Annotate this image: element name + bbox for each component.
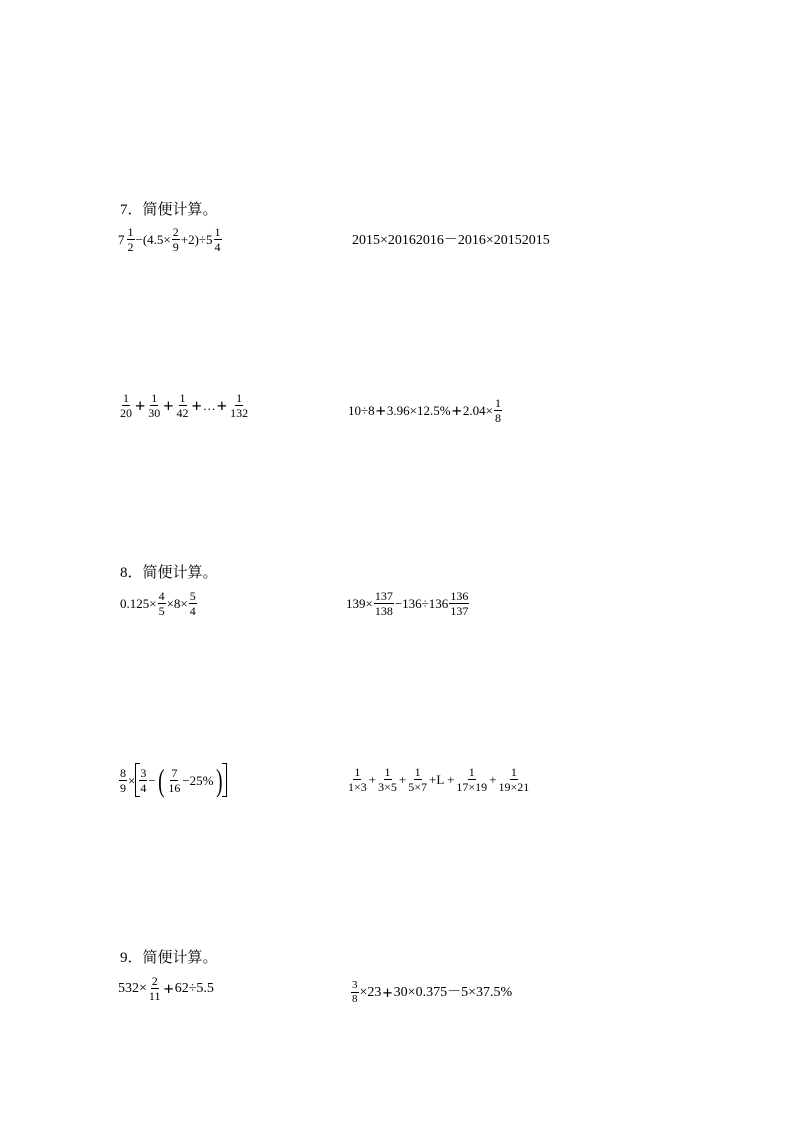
numerator: 3 (140, 765, 147, 780)
section-7-heading (120, 198, 218, 219)
denominator: 16 (168, 780, 181, 795)
numerator: 1 (510, 765, 517, 779)
plus-sign: + (375, 400, 386, 421)
denominator: 20 (120, 406, 132, 420)
denominator: 1×3 (348, 780, 367, 794)
expr-text: +2)÷5 (180, 232, 213, 247)
numerator: 7 (171, 765, 178, 780)
section-8-title: 简便计算。 (142, 563, 218, 581)
expr-text: −136÷136 (394, 596, 449, 611)
numerator: 137 (374, 589, 393, 603)
expr-text: − (148, 772, 156, 788)
expr-text: × (128, 772, 136, 788)
denominator: 2 (127, 240, 134, 254)
denominator: 137 (450, 604, 469, 618)
section-7-number: 7． (120, 202, 143, 218)
denominator: 17×19 (456, 780, 488, 794)
plus-sign: + (368, 772, 377, 787)
plus-sign: + (451, 400, 462, 421)
expr-text: 532× (118, 980, 147, 996)
right-paren: ) (215, 762, 223, 798)
denominator: 8 (352, 993, 358, 1005)
expr-text: ×8× (166, 596, 188, 611)
left-paren: ( (157, 762, 165, 798)
problem-9-1 (118, 975, 214, 1002)
numerator: 2 (172, 225, 179, 239)
section-7-title: 简便计算。 (142, 200, 218, 218)
expr-text: −25% (182, 772, 214, 788)
fraction (351, 980, 359, 1005)
problem-7-1 (118, 226, 223, 253)
denominator: 4 (140, 780, 147, 795)
numerator: 136 (450, 589, 469, 603)
denominator: 8 (494, 411, 501, 425)
expr-text: 62÷5.5 (174, 980, 214, 996)
problem-8-3 (118, 763, 227, 797)
plus-sign: + (191, 395, 202, 416)
expr-text: 139× (346, 596, 373, 611)
numerator: 1 (214, 225, 221, 239)
denominator: 132 (230, 406, 249, 420)
plus-sign: + (489, 772, 497, 787)
expr-text: 30×0.375－5×37.5% (393, 984, 513, 1000)
denominator: 30 (148, 406, 161, 420)
numerator: 5 (189, 589, 196, 603)
section-8-number: 8． (120, 565, 143, 581)
problem-7-2 (352, 234, 550, 248)
expr-text: 2015×20162016－2016×20152015 (352, 233, 550, 248)
fraction (148, 975, 162, 1002)
mixed-number (118, 226, 136, 253)
section-9-heading (120, 946, 218, 967)
fraction (347, 766, 368, 793)
denominator: 11 (148, 989, 161, 1003)
problem-7-4 (348, 397, 503, 424)
numerator: 1 (354, 765, 361, 779)
fraction (407, 766, 428, 793)
denominator: 9 (120, 780, 126, 795)
ellipsis: … (202, 398, 216, 413)
whole-part: 7 (118, 232, 125, 247)
numerator: 1 (127, 225, 134, 239)
numerator: 8 (120, 765, 126, 780)
square-bracket-group (135, 763, 227, 797)
denominator: 5×7 (408, 780, 428, 794)
expr-text: 3.96×12.5% (386, 403, 451, 418)
denominator: 9 (172, 240, 179, 254)
plus-sign: + (382, 982, 393, 1003)
numerator: 1 (468, 765, 475, 779)
fraction (498, 766, 531, 793)
fraction (147, 392, 161, 419)
numerator: 3 (352, 979, 358, 991)
denominator: 3×5 (378, 780, 397, 794)
numerator: 1 (414, 765, 421, 779)
fraction (214, 226, 222, 253)
fraction (377, 766, 398, 793)
fraction (176, 392, 190, 419)
problem-8-4 (346, 766, 531, 793)
numerator: 1 (123, 391, 129, 405)
fraction (119, 767, 127, 794)
expr-text: −(4.5× (135, 232, 171, 247)
problem-8-2 (346, 590, 470, 617)
numerator: 1 (384, 765, 391, 779)
expr-text: ×23 (359, 984, 382, 1000)
expr-text: 0.125× (120, 596, 157, 611)
section-9-number: 9． (120, 950, 143, 966)
denominator: 5 (158, 604, 165, 618)
numerator: 1 (494, 396, 501, 410)
fraction (494, 397, 502, 424)
numerator: 1 (236, 391, 243, 405)
problem-8-1 (120, 590, 198, 617)
numerator: 1 (179, 391, 186, 405)
numerator: 2 (151, 974, 158, 988)
fraction (189, 590, 197, 617)
fraction (139, 767, 147, 794)
continuation-text: +L + (429, 772, 455, 787)
numerator: 1 (151, 391, 158, 405)
denominator: 19×21 (498, 780, 530, 794)
problem-9-2 (350, 980, 512, 1005)
denominator: 4 (189, 604, 196, 618)
plus-sign: + (135, 395, 146, 416)
fraction (127, 226, 135, 253)
fraction (119, 392, 133, 419)
denominator: 138 (374, 604, 393, 618)
fraction (449, 590, 469, 617)
section-8-heading (120, 561, 218, 582)
fraction (455, 766, 488, 793)
expr-text: 10÷8 (348, 403, 375, 418)
expr-text: 2.04× (462, 403, 493, 418)
fraction (167, 767, 181, 794)
plus-sign: + (398, 772, 407, 787)
plus-sign: + (216, 395, 228, 416)
section-9-title: 简便计算。 (142, 948, 218, 966)
fraction (374, 590, 394, 617)
plus-sign: + (163, 395, 174, 416)
fraction (172, 226, 180, 253)
fraction (229, 392, 249, 419)
fraction (158, 590, 166, 617)
numerator: 4 (158, 589, 165, 603)
problem-7-3 (118, 392, 250, 419)
denominator: 42 (176, 406, 189, 420)
plus-sign: + (163, 978, 174, 999)
denominator: 4 (214, 240, 221, 254)
